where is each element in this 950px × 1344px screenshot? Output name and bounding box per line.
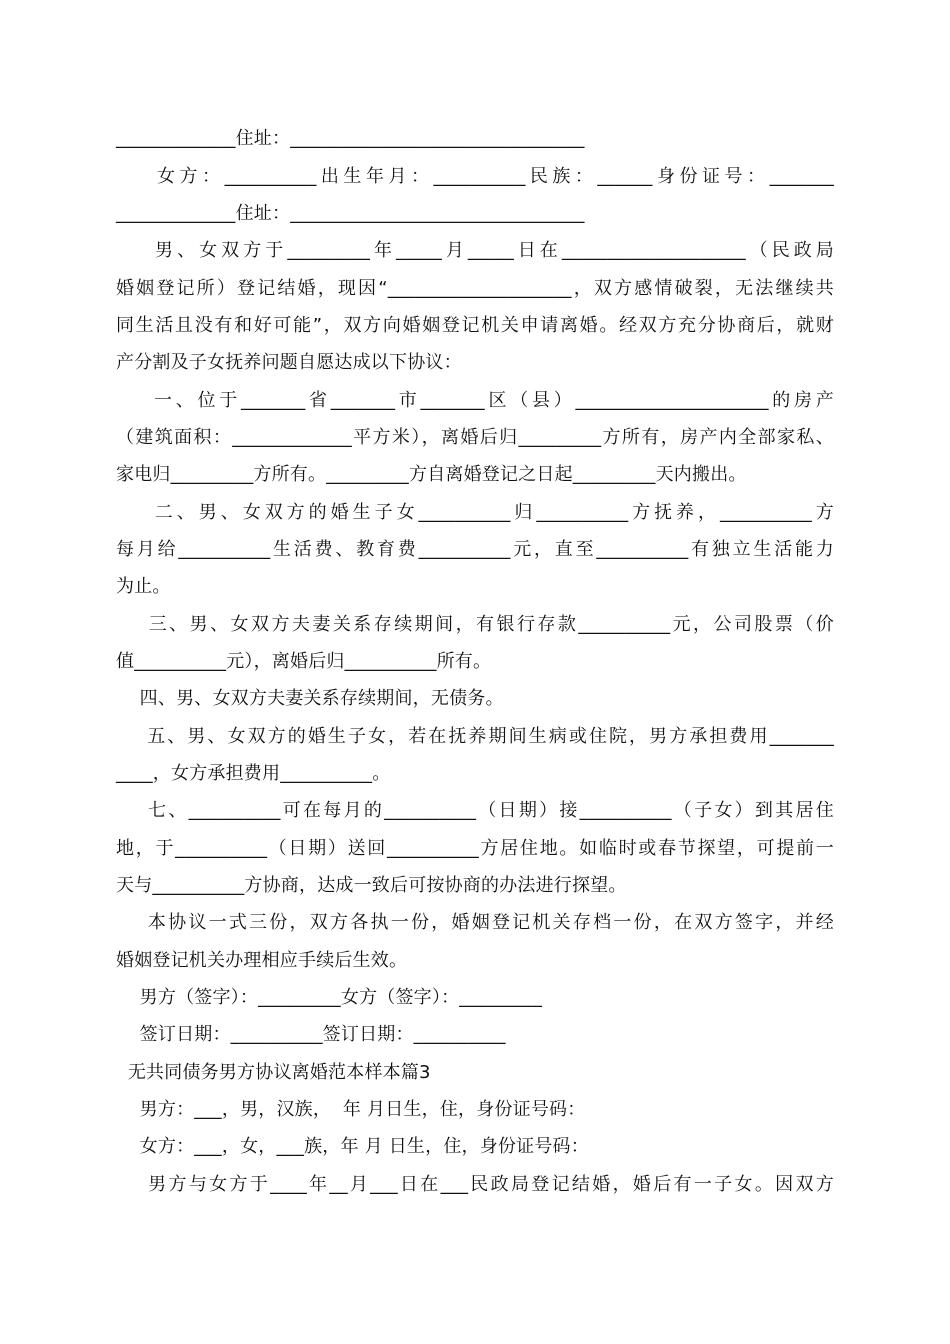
signature-line: 男方（签字）：_________女方（签字）：_________ [116,987,543,1008]
text-line: 一、位于_______省_______市_______区（县）_____________________的房产 [116,390,834,411]
text-line: 婚姻登记所）登记结婚，现因“____________________，双方感情破裂，无法继续共 [116,278,834,299]
text-line: 男、女双方于_________年_____月_____日在____________________（民政局 [116,240,834,261]
text-line: 四、男、女双方夫妻关系存续期间，无债务。 [116,688,504,709]
text-line: 三、男、女双方夫妻关系存续期间，有银行存款__________元，公司股票（价 [116,614,834,635]
date-line: 签订日期：__________签订日期：__________ [116,1024,506,1045]
text-line: _____________住址：________________________________ [116,128,585,149]
text-line: 值__________元），离婚后归__________所有。 [116,651,492,672]
text-line: 家电归_________方所有。_________方自离婚登记之日起_________天内搬出。 [116,464,747,485]
text-line: 每月给__________生活费、教育费__________元，直至__________有独立生活能力 [116,539,834,560]
text-line: ____，女方承担费用__________。 [116,763,391,784]
text-line: 婚姻登记机关办理相应手续后生效。 [116,950,408,971]
text-line: 天与__________方协商，达成一致后可按协商的办法进行探望。 [116,875,627,896]
text-line: 产分割及子女抚养问题自愿达成以下协议： [116,352,462,373]
section-title: 无共同债务男方协议离婚范本样本篇3 [116,1062,431,1083]
text-line: 地，于__________（日期）送回__________方居住地。如临时或春节探望，可提前一 [116,838,834,859]
text-line: 二、男、女双方的婚生子女__________归__________方抚养，__________方 [116,502,834,523]
text-line: 同生活且没有和好可能”，双方向婚姻登记机关申请离婚。经双方充分协商后，就财 [116,315,834,336]
text-line: 本协议一式三份，双方各执一份，婚姻登记机关存档一份，在双方签字，并经 [116,912,834,933]
text-line: 女方：__________出生年月：__________民族：______身份证号：_______ [116,166,834,187]
text-line: 男方与女方于____年__月___日在___民政局登记结婚，婚后有一子女。因双方 [116,1174,834,1195]
text-line: （建筑面积：_____________平方米），离婚后归_________方所有，房产内全部家私、 [116,427,834,448]
text-line: 男方：___，男，汉族， 年 月日生，住，身份证号码： [116,1099,586,1120]
text-line: 七、__________可在每月的__________（日期）接__________（子女）到其居住 [116,800,834,821]
text-line: 五、男、女双方的婚生子女，若在抚养期间生病或住院，男方承担费用_______ [116,726,834,747]
text-line: _____________住址：________________________________ [116,203,585,224]
text-line: 为止。 [116,576,171,597]
text-line: 女方：___，女，___族，年 月 日生，住，身份证号码： [116,1136,589,1157]
